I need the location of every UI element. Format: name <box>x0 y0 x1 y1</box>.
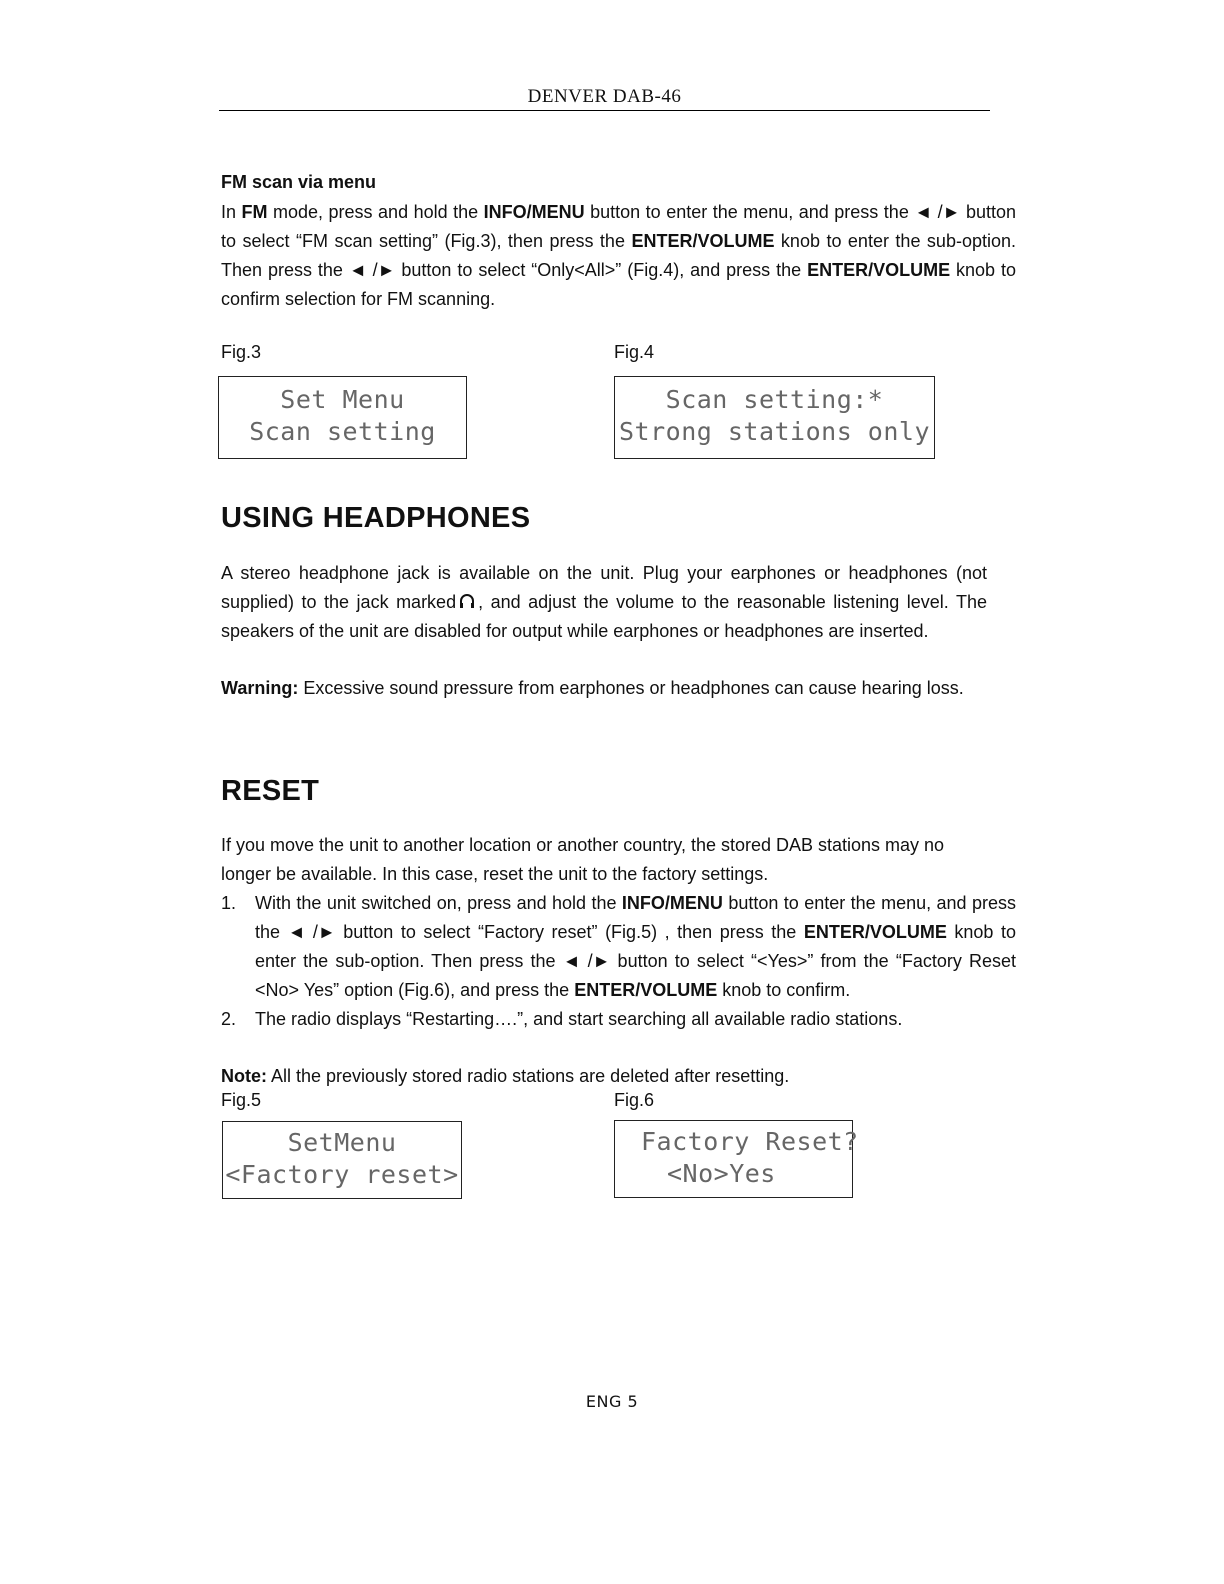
lcd-line-2: Strong stations only <box>618 417 931 446</box>
headphone-icon <box>458 592 476 610</box>
lcd-line-2: <No>Yes <box>667 1159 776 1188</box>
left-right-arrow-icon: ◄ /► <box>562 951 611 971</box>
left-right-arrow-icon: ◄ /► <box>348 260 396 280</box>
fm-scan-paragraph: In FM mode, press and hold the INFO/MENU button to enter the menu, and press the ◄ /► button to select “FM scan setting” (Fig.3), then press the ENTER/VOLUME knob to enter the sub-option. Then press the ◄ /► button to select “Only<All>” (Fig.4), and press the ENTER/VOLUME knob to confirm selection for FM scanning. <box>221 202 1017 309</box>
headphones-heading: USING HEADPHONES <box>221 502 531 534</box>
fig4-lcd-display <box>614 376 935 459</box>
lcd-line-1: Scan setting:* <box>665 385 884 414</box>
fig3-label: Fig.3 <box>221 342 262 362</box>
headphones-paragraph: A stereo headphone jack is available on the unit. Plug your earphones or headphones (not supplied) to the jack marked , and adjust the volume to the reasonable listening level. The speakers of the unit are disabled for output while earphones or headphones are inserted. <box>221 563 987 641</box>
lcd-line-1: Factory Reset? <box>641 1127 859 1156</box>
fig4-label: Fig.4 <box>614 342 655 362</box>
left-right-arrow-icon: ◄ /► <box>287 922 336 942</box>
reset-intro: If you move the unit to another location or another country, the stored DAB stations may no longer be available. In this case, reset the unit to the factory settings. <box>221 835 945 884</box>
page-number: ENG 5 <box>585 1392 639 1411</box>
fig5-lcd-display <box>222 1121 462 1199</box>
fm-scan-heading: FM scan via menu <box>221 172 377 192</box>
lcd-line-2: Scan setting <box>249 417 436 446</box>
lcd-line-2: <Factory reset> <box>225 1160 459 1189</box>
header-divider <box>219 110 990 111</box>
warning-paragraph: Warning: Excessive sound pressure from earphones or headphones can cause hearing loss. <box>221 678 964 698</box>
fig3-lcd-display <box>218 376 467 459</box>
list-item: 1. With the unit switched on, press and hold the INFO/MENU button to enter the menu, and press the ◄ /► button to select “Factory reset” (Fig.5) , then press the ENTER/VOLUME knob to enter the sub-option. Then press the ◄ /► button to select “<Yes>” from the “Factory Reset <No> Yes” option (Fig.6), and press the ENTER/VOLUME knob to confirm. <box>221 893 1016 1000</box>
list-item: 2. The radio displays “Restarting….”, and start searching all available radio stations. <box>221 1009 903 1029</box>
note-paragraph: Note: All the previously stored radio stations are deleted after resetting. <box>221 1066 790 1086</box>
lcd-line-1: SetMenu <box>287 1128 397 1157</box>
reset-heading: RESET <box>221 775 320 807</box>
reset-steps-list <box>221 889 1016 1034</box>
fig5-label: Fig.5 <box>221 1090 262 1110</box>
fig6-lcd-display <box>614 1120 859 1198</box>
lcd-line-1: Set Menu <box>280 385 405 414</box>
page-header: DENVER DAB-46 <box>527 86 682 107</box>
fig6-label: Fig.6 <box>614 1090 655 1110</box>
left-right-arrow-icon: ◄ /► <box>914 202 961 222</box>
